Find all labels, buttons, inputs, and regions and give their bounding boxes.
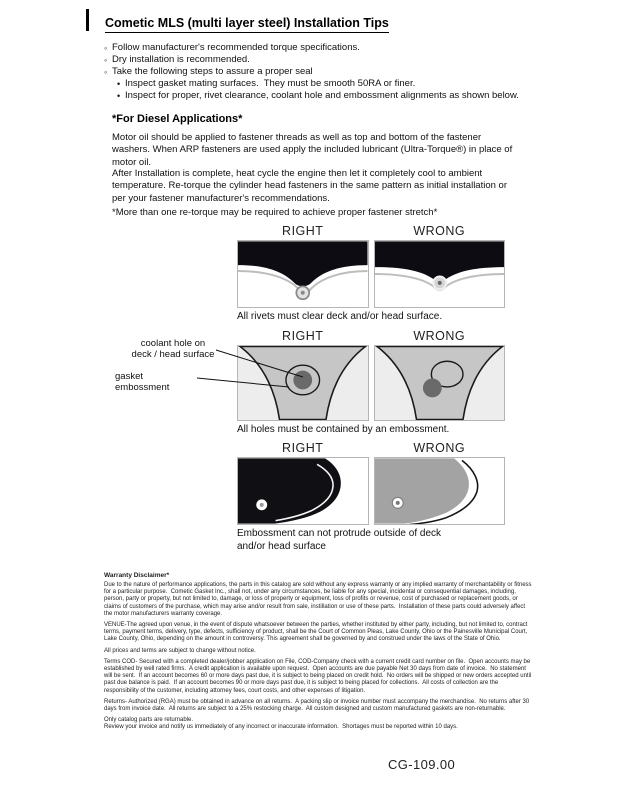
diagram-caption: Embossment can not protrude outside of deck and/or head surface [237,528,442,552]
list-item [104,66,534,78]
coolant-hole-icon [422,378,441,397]
warranty-paragraph: All prices and terms are subject to change without notice. [104,647,256,654]
deck-shape [238,241,368,286]
warranty-section [104,572,532,736]
warranty-paragraph: Due to the nature of performance applications, the parts in this catalog are sold without any express warranty or any implied warranty of merchantability or fitness for a particular purpose. Cometic Gasket Inc., shall not, under any circumstances, be liable for any special, incidental or consequential damages, including, person, party or property, but not limited to, damage, or loss of property or equipment, loss of profits or revenue, cost of purchased or replacement goods, or claims of customers of the purchase, which may arise and/or result from sale, instillation or use of these parts. Installation of these parts could adversely affect the motor manufacturers warranty coverage. [104,582,534,617]
right-label: RIGHT [282,328,324,343]
bullet-icon: • [117,79,121,89]
embossment-right-diagram [237,457,369,525]
warranty-paragraph: VENUE-The agreed upon venue, in the event of dispute whatsoever between the parties, whether instituted by either party, including, but not limited to, contract terms, payment terms, delivery, type, defects, sufficiency of product, shall be the Court of Common Pleas, Lake County, Ohio or the Painesville Municipal Court, Lake County, Ohio, depending on the amount in controversy. This agreement shall be governed by and construed under the laws of the State of Ohio. [104,622,530,643]
bullet-icon: ◦ [104,55,108,65]
diagram-panel-row [237,240,505,308]
embossment-wrong-diagram [374,457,506,525]
warranty-paragraph: Review your invoice and notify us immediately of any incorrect or inaccurate information. Shortages must be reported within 10 days. [104,724,458,731]
diagram-header-row [237,329,505,343]
warranty-paragraph: Returns- Authorized (RGA) must be obtained in advance on all returns. A packing slip or invoice number must accompany the merchandise. No returns after 30 days from invoice date. All returns are subject to a 25% restocking charge. All custom designed and custom manufactured gaskets are non-returnable. [104,698,531,713]
list-item [117,78,534,90]
right-label: RIGHT [282,441,324,455]
warranty-paragraph: Only catalog parts are returnable. [104,717,194,724]
callout-leader-lines [195,344,310,396]
diagram-caption: All rivets must clear deck and/or head surface. [237,311,443,322]
diesel-paragraph: Motor oil should be applied to fastener threads as well as top and bottom of the fastener washers. When ARP fasteners are used apply the included lubricant (Ultra-Torque®) in place of motor oil. [112,132,515,168]
list-item [104,54,534,66]
deck-shape [238,458,341,523]
tip-text: Dry installation is recommended. [112,54,250,65]
coolant-hole-wrong-diagram [374,345,506,421]
diesel-applications-heading: *For Diesel Applications* [112,113,243,125]
tip-text: Inspect gasket mating surfaces. They must be smooth 50RA or finer. [125,78,416,89]
callout-line1: coolant hole on [140,338,206,349]
diagram-caption: All holes must be contained by an embossment. [237,423,450,435]
wrong-label: WRONG [413,328,466,343]
bullet-icon: • [117,91,121,101]
page-edge-mark [86,9,89,31]
bullet-icon: ◦ [104,67,108,77]
leader-line [197,378,289,387]
page-title: Cometic MLS (multi layer steel) Installation Tips [105,16,389,33]
callout-line2: deck / head surface [131,348,215,360]
tip-text: Inspect for proper, rivet clearance, coolant hole and embossment alignments as shown below. [125,90,519,101]
list-item [104,42,534,54]
bolt-hole-center [260,503,264,507]
list-item [117,90,534,102]
catalog-code: CG-109.00 [388,757,456,772]
tip-text: Follow manufacturer's recommended torque specifications. [112,42,360,53]
diesel-paragraph: After Installation is complete, heat cycle the engine then let it completely cool to ambient temperature. Re-torque the cylinder head fasteners in the same pattern as initial installation or per your fastener manufacturer's recommendations. [112,168,510,204]
rivet-center [437,281,441,285]
tips-list [104,42,534,102]
rivet-right-diagram [237,240,369,308]
warranty-paragraph: Terms COD- Secured with a completed dealer/jobber application on File, COD-Company check with a current credit card number on file. Open accounts may be established by well rated firms. A credit application is available upon request. Open accounts are due payable Net 30 days from date of invoice. No statement will be sent. If an account becomes 60 or more days past due, it is subject to being placed on credit hold. No orders will be shipped or new orders accepted until past due balance is paid. If an account becomes 90 or more days past due, it is subject to being placed for collections. All costs of collection are the responsibility of the customer, including attorney fees, court costs, and other expenses of litigation. [104,658,533,694]
rivet-center [301,291,305,295]
diagram-header-row [237,224,505,238]
tip-text: Take the following steps to assure a proper seal [112,66,313,77]
embossment-callout: gasket embossment [115,371,170,393]
rivet-wrong-diagram [374,240,506,308]
leader-line [216,350,303,377]
right-label: RIGHT [282,224,324,238]
bolt-hole-center [395,501,399,505]
warranty-heading: Warranty Disclaimer* [104,572,170,579]
bullet-icon: ◦ [104,43,108,53]
diagram-header-row [237,441,505,455]
wrong-label: WRONG [413,224,466,238]
diagram-panel-row [237,457,505,525]
wrong-label: WRONG [413,441,466,455]
retorque-note: *More than one re-torque may be required to achieve proper fastener stretch* [112,207,438,218]
